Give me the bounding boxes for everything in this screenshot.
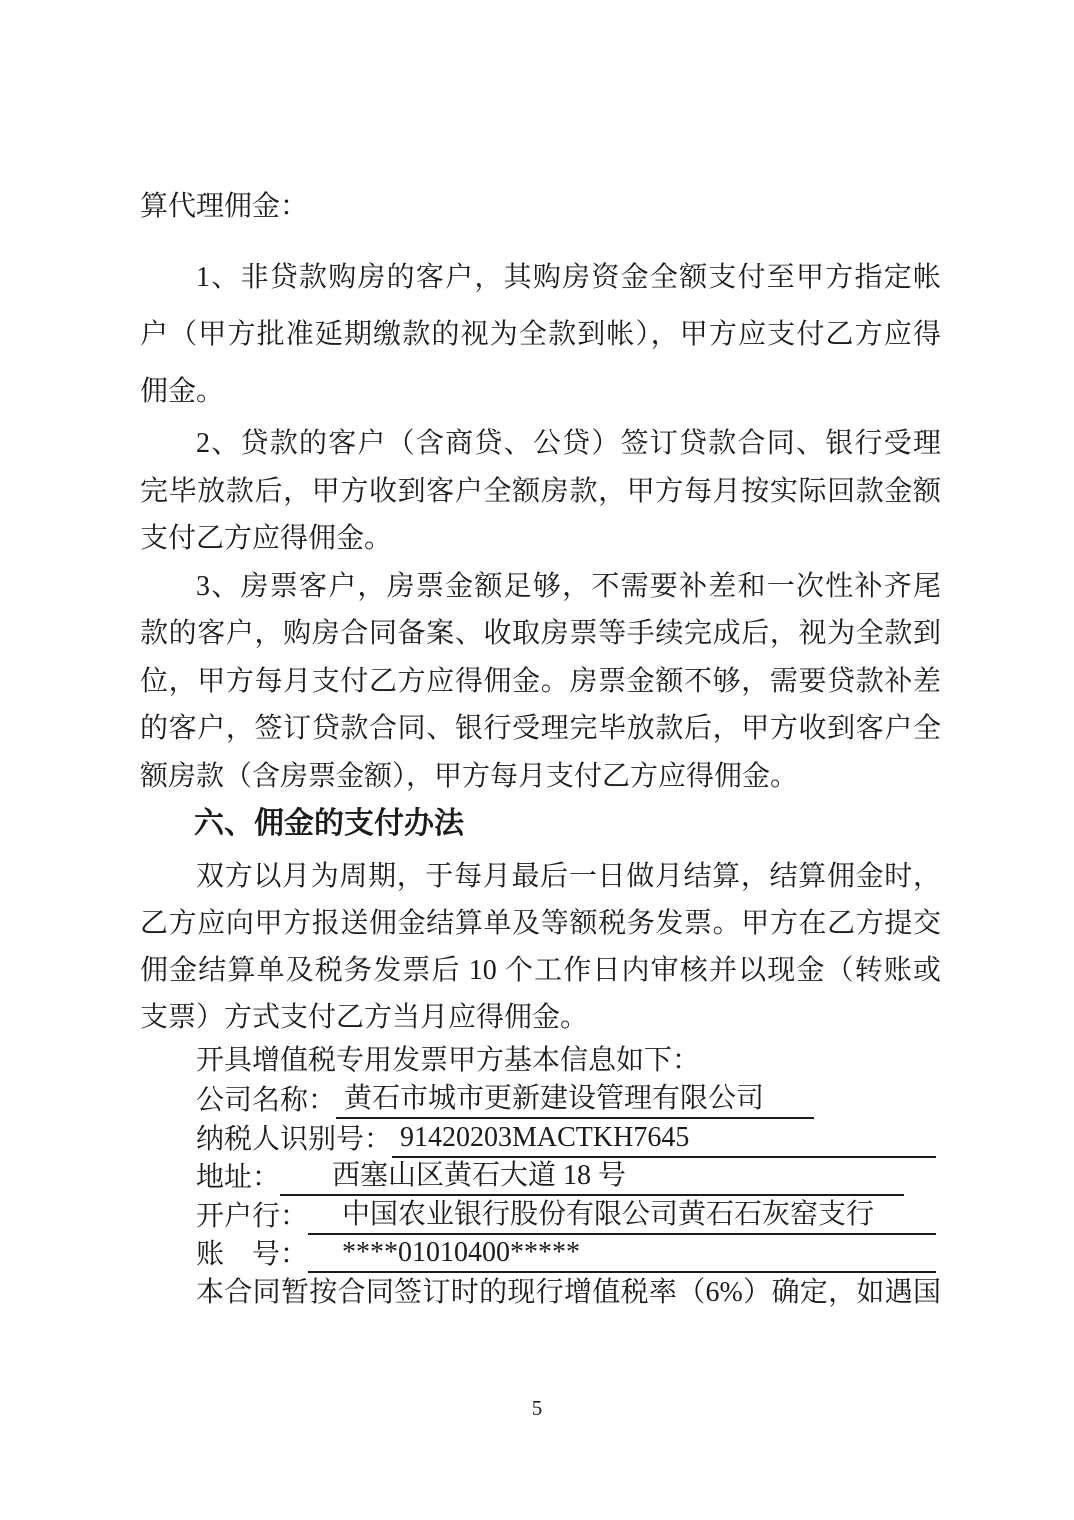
clause-3-line: 3、房票客户，房票金额足够，不需要补差和一次性补齐尾 [196,570,941,602]
payment-method-line: 乙方应向甲方报送佣金结算单及等额税务发票。甲方在乙方提交 [140,907,941,939]
field-label: 公司名称： [196,1085,337,1116]
carryover-line: 算代理佣金： [140,191,309,222]
document-body [140,0,941,1313]
clause-3-paragraph [140,563,941,801]
payment-method-line: 双方以月为周期，于每月最后一日做月结算，结算佣金时， [196,860,941,892]
page-number: 5 [531,1396,543,1420]
clause-3-line: 的客户，签订贷款合同、银行受理完毕放款后，甲方收到客户全 [140,713,941,744]
clause-1-line: 户（甲方批准延期缴款的视为全款到帐），甲方应支付乙方应得 [140,319,941,350]
field-label: 开户行： [196,1200,309,1232]
clause-2-line: 完毕放款后，甲方收到客户全额房款，甲方每月按实际回款金额 [140,475,941,507]
field-value-underlined: ****01010400***** [308,1235,936,1273]
field-label: 账 号： [196,1239,309,1270]
clause-3-line: 位，甲方每月支付乙方应得佣金。房票金额不够，需要贷款补差 [140,665,941,697]
clause-2-line: 2、贷款的客户（含商贷、公贷）签订贷款合同、银行受理 [196,428,941,459]
clause-3-line: 款的客户，购房合同备案、收取房票等手续完成后，视为全款到 [140,618,941,649]
payment-method-paragraph [140,853,941,1041]
clause-2-paragraph [140,420,941,563]
field-bank [196,1196,941,1235]
field-taxpayer-id [196,1119,941,1158]
invoice-info-fields [140,1081,941,1274]
field-value-underlined: 西塞山区黄石大道 18 号 [280,1158,904,1196]
payment-method-line: 支票）方式支付乙方当月应得佣金。 [140,1001,589,1033]
field-label: 纳税人识别号： [196,1123,393,1155]
clause-1-line: 佣金。 [140,376,225,407]
field-value-underlined: 中国农业银行股份有限公司黄石石灰窑支行 [308,1197,936,1235]
field-value-underlined: 91420203MACTKH7645 [392,1120,936,1158]
invoice-info-intro: 开具增值税专用发票甲方基本信息如下： [196,1044,701,1076]
clause-1-line: 1、非贷款购房的客户，其购房资金全额支付至甲方指定帐 [196,262,941,293]
clause-1-paragraph [140,249,941,420]
payment-method-line: 佣金结算单及税务发票后 10 个工作日内审核并以现金（转账或 [140,954,941,986]
field-company-name [196,1081,941,1120]
field-address [196,1158,941,1197]
clause-3-line: 额房款（含房票金额），甲方每月支付乙方应得佣金。 [140,760,799,792]
field-account-number [196,1235,941,1274]
section-6-heading: 六、佣金的支付办法 [194,807,464,840]
field-label: 地址： [196,1162,281,1193]
clause-2-line: 支付乙方应得佣金。 [140,523,393,554]
tax-rate-line: 本合同暂按合同签订时的现行增值税率（6%）确定，如遇国 [196,1277,941,1308]
field-value-underlined: 黄石市城市更新建设管理有限公司 [336,1081,814,1119]
